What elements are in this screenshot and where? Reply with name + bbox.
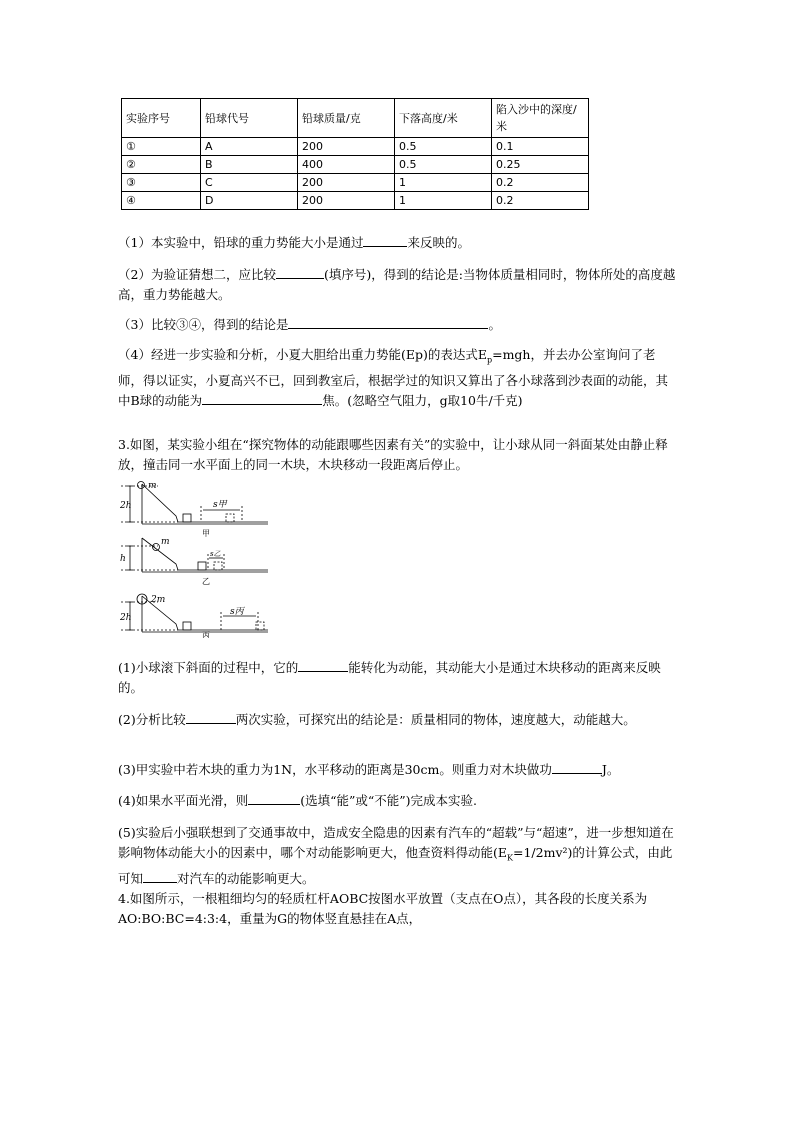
q3-part5-text: (5)实验后小强联想到了交通事故中，造成安全隐患的因素有汽车的“超载”与“超速”，进一步想知道在影响物体动能大小的因素中，哪个对动能影响更大，他查资料得动能(E: [118, 825, 674, 860]
q2-part3-text-end: 。: [488, 317, 501, 332]
q2-part2: [118, 265, 678, 305]
table-header-cell: 陷入沙中的深度/米: [492, 99, 589, 138]
panel-label: 甲: [202, 529, 210, 538]
answer-blank: [298, 658, 348, 672]
q3-part2-text: (2)分析比较: [118, 712, 186, 727]
answer-blank: [202, 391, 322, 405]
q3-part4-text: (4)如果水平面光滑，则: [118, 793, 249, 808]
table-header-cell: 实验序号: [122, 99, 201, 138]
q2-part2-text-end: (填序号)，得到的结论是:当物体质量相同时，物体所处的高度越高，重力势能越大。: [118, 267, 676, 302]
table-header-cell: 铅球质量/克: [298, 99, 395, 138]
q2-part4-text-mid: =mgh，并去办公室询问了老师，得以证实，小夏高兴不已，回到教室后，根据学过的知识又算出了各小球落到沙表面的动能，其中B球的动能为: [118, 347, 669, 408]
table-cell: ②: [122, 156, 201, 174]
q3-part1-text-end: 能转化为动能，其动能大小是通过木块移动的距离来反映的。: [118, 660, 661, 695]
q3-part4-text-end: (选填“能”或“不能”)完成本实验.: [300, 793, 478, 808]
table-cell: A: [201, 138, 298, 156]
q2-part1: [118, 233, 678, 253]
distance-label: s丙: [230, 607, 244, 617]
q2-part1-text: （1）本实验中，铅球的重力势能大小是通过: [118, 235, 364, 250]
answer-blank: [552, 760, 602, 774]
table-cell: 0.5: [395, 138, 492, 156]
distance-label: s甲: [213, 500, 227, 510]
q2-part4: [118, 345, 678, 411]
table-cell: 0.5: [395, 156, 492, 174]
table-cell: 200: [298, 138, 395, 156]
q3-part5-text-mid: =1/2mv²)的计算公式，由此可知: [118, 845, 673, 886]
q2-part3: [118, 315, 678, 335]
mass-label: m: [161, 537, 170, 547]
table-cell: 0.1: [492, 138, 589, 156]
q3-intro: 3.如图，某实验小组在“探究物体的动能跟哪些因素有关”的实验中，让小球从同一斜面某处由静止释放，撞击同一水平面上的同一木块，木块移动一段距离后停止。: [118, 437, 668, 472]
height-label: h: [120, 554, 126, 564]
table-row: [122, 174, 589, 192]
table-cell: ①: [122, 138, 201, 156]
mass-label: 2m: [151, 595, 166, 605]
table-cell: 0.25: [492, 156, 589, 174]
q2-part4-text-end: 焦。(忽略空气阻力，g取10牛/千克): [322, 392, 523, 408]
q3-part5: [118, 823, 678, 889]
table-cell: 200: [298, 192, 395, 210]
q3-part4: [118, 791, 678, 811]
table-cell: B: [201, 156, 298, 174]
answer-blank: [276, 265, 324, 279]
experiment-diagram: [118, 478, 278, 638]
table-cell: 400: [298, 156, 395, 174]
table-header-row: [122, 99, 589, 138]
table-cell: D: [201, 192, 298, 210]
answer-blank: [288, 315, 488, 329]
q3-part3: [118, 760, 678, 780]
table-cell: ③: [122, 174, 201, 192]
answer-blank: [186, 710, 236, 724]
table-cell: 200: [298, 174, 395, 192]
panel-label: 乙: [202, 577, 210, 586]
q2-part3-text: （3）比较③④，得到的结论是: [118, 317, 289, 332]
answer-blank: [143, 869, 177, 883]
table-cell: 1: [395, 174, 492, 192]
table-cell: 1: [395, 192, 492, 210]
table-header-cell: 下落高度/米: [395, 99, 492, 138]
q3-figure: [118, 478, 278, 642]
q3-part3-text: (3)甲实验中若木块的重力为1N，水平移动的距离是30cm。则重力对木块做功: [118, 762, 552, 777]
table-cell: ④: [122, 192, 201, 210]
answer-blank: [363, 233, 407, 247]
q3-part1-text: (1)小球滚下斜面的过程中，它的: [118, 660, 299, 675]
answer-blank: [248, 791, 300, 805]
experiment-table: [121, 98, 589, 210]
q3-part2: [118, 710, 678, 730]
q3-part3-text-end: J。: [601, 762, 620, 777]
q3-part1: [118, 658, 678, 698]
table-row: [122, 138, 589, 156]
table-row: [122, 192, 589, 210]
q2-part2-text: （2）为验证猜想二，应比较: [118, 267, 276, 282]
q3-part2-text-end: 两次实验，可探究出的结论是：质量相同的物体，速度越大，动能越大。: [235, 712, 636, 727]
table-header-cell: 铅球代号: [201, 99, 298, 138]
table-cell: 0.2: [492, 174, 589, 192]
height-label: 2h: [120, 613, 132, 623]
table-cell: C: [201, 174, 298, 192]
table-row: [122, 156, 589, 174]
q2-part4-subscript: p: [486, 355, 493, 365]
q3-part5-subscript: K: [507, 853, 513, 863]
panel-label: 丙: [202, 631, 210, 638]
mass-label: m: [148, 481, 157, 491]
table-cell: 0.2: [492, 192, 589, 210]
q2-part1-text-end: 来反映的。: [407, 235, 470, 250]
distance-label: s乙: [210, 550, 221, 558]
height-label: 2h: [120, 501, 132, 511]
q3-part5-text-end: 对汽车的动能影响更大。: [177, 870, 315, 886]
q4-text: 4.如图所示，一根粗细均匀的轻质杠杆AOBC按图水平放置（支点在O点），其各段的长度关系为AO:BO:BC=4:3:4，重量为G的物体竖直悬挂在A点，: [118, 891, 648, 926]
q2-part4-text: （4）经进一步实验和分析，小夏大胆给出重力势能(Ep)的表达式E: [118, 347, 487, 362]
